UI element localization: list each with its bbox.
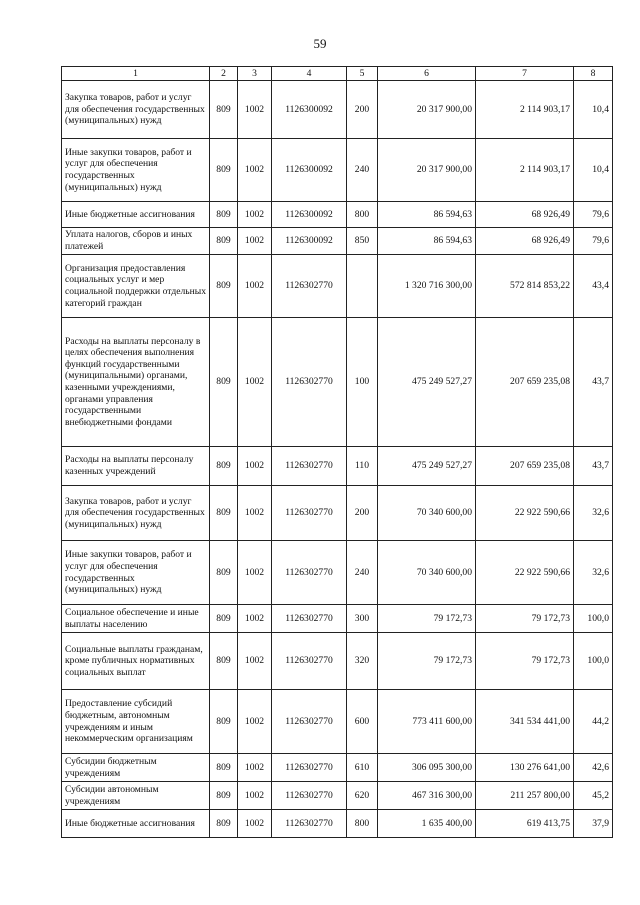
cell-amount-7: 79 172,73 [476,633,574,690]
cell-code-3: 1002 [238,782,272,810]
cell-percent-8: 43,7 [574,447,613,486]
cell-code-4: 1126302770 [272,605,347,633]
row-name: Расходы на выплаты персоналу в целях обеспечения выполнения функций государственными (муниципальными) органами, казенными учреждениями, органами управления государственными внебюджетными фондами [62,318,210,447]
cell-code-3: 1002 [238,810,272,838]
cell-amount-6: 475 249 527,27 [378,447,476,486]
cell-code-3: 1002 [238,754,272,782]
column-header: 3 [238,67,272,81]
cell-amount-6: 86 594,63 [378,202,476,228]
table-row [62,202,613,228]
row-name: Предоставление субсидий бюджетным, автономным учреждениям и иным некоммерческим организациям [62,690,210,754]
cell-code-3: 1002 [238,81,272,139]
cell-code-2: 809 [210,486,238,541]
cell-amount-6: 773 411 600,00 [378,690,476,754]
cell-code-4: 1126300092 [272,81,347,139]
column-header: 4 [272,67,347,81]
table-row [62,255,613,318]
cell-code-2: 809 [210,754,238,782]
cell-code-4: 1126300092 [272,202,347,228]
table-row [62,782,613,810]
cell-code-4: 1126302770 [272,782,347,810]
cell-amount-6: 1 320 716 300,00 [378,255,476,318]
cell-code-4: 1126302770 [272,754,347,782]
cell-percent-8: 79,6 [574,202,613,228]
cell-code-3: 1002 [238,690,272,754]
row-name: Субсидии бюджетным учреждениям [62,754,210,782]
cell-percent-8: 45,2 [574,782,613,810]
table-row [62,447,613,486]
cell-code-4: 1126302770 [272,318,347,447]
cell-code-2: 809 [210,605,238,633]
cell-code-5: 240 [347,139,378,202]
cell-code-3: 1002 [238,318,272,447]
cell-amount-6: 306 095 300,00 [378,754,476,782]
row-name: Социальное обеспечение и иные выплаты населению [62,605,210,633]
cell-amount-6: 20 317 900,00 [378,81,476,139]
cell-code-3: 1002 [238,255,272,318]
cell-code-5: 800 [347,810,378,838]
row-name: Социальные выплаты гражданам, кроме публичных нормативных социальных выплат [62,633,210,690]
table-row [62,486,613,541]
cell-amount-7: 2 114 903,17 [476,139,574,202]
cell-amount-7: 130 276 641,00 [476,754,574,782]
cell-code-2: 809 [210,228,238,255]
cell-code-5: 850 [347,228,378,255]
cell-amount-7: 79 172,73 [476,605,574,633]
cell-amount-6: 70 340 600,00 [378,541,476,605]
cell-amount-6: 79 172,73 [378,605,476,633]
cell-amount-6: 467 316 300,00 [378,782,476,810]
cell-percent-8: 10,4 [574,139,613,202]
table-row [62,318,613,447]
cell-amount-7: 207 659 235,08 [476,318,574,447]
cell-code-4: 1126302770 [272,541,347,605]
cell-code-4: 1126300092 [272,139,347,202]
cell-code-3: 1002 [238,605,272,633]
cell-code-3: 1002 [238,139,272,202]
cell-code-4: 1126302770 [272,690,347,754]
cell-code-5: 240 [347,541,378,605]
table-row [62,139,613,202]
table-row [62,81,613,139]
cell-code-5: 200 [347,81,378,139]
cell-code-5: 800 [347,202,378,228]
table-row [62,690,613,754]
cell-percent-8: 32,6 [574,486,613,541]
cell-amount-6: 475 249 527,27 [378,318,476,447]
cell-code-3: 1002 [238,447,272,486]
column-header: 1 [62,67,210,81]
table-row [62,228,613,255]
row-name: Иные бюджетные ассигнования [62,202,210,228]
cell-amount-7: 341 534 441,00 [476,690,574,754]
row-name: Организация предоставления социальных услуг и мер социальной поддержки отдельных категорий граждан [62,255,210,318]
cell-code-4: 1126302770 [272,447,347,486]
cell-code-2: 809 [210,81,238,139]
cell-amount-7: 22 922 590,66 [476,486,574,541]
cell-percent-8: 43,7 [574,318,613,447]
table-row [62,633,613,690]
page-number: 59 [313,36,327,51]
cell-percent-8: 42,6 [574,754,613,782]
cell-code-2: 809 [210,782,238,810]
cell-amount-6: 70 340 600,00 [378,486,476,541]
cell-code-3: 1002 [238,541,272,605]
cell-code-2: 809 [210,255,238,318]
table-header-row [62,67,613,81]
cell-percent-8: 43,4 [574,255,613,318]
cell-code-5: 300 [347,605,378,633]
row-name: Расходы на выплаты персоналу казенных учреждений [62,447,210,486]
cell-amount-6: 1 635 400,00 [378,810,476,838]
cell-code-4: 1126302770 [272,486,347,541]
cell-code-5: 320 [347,633,378,690]
cell-percent-8: 100,0 [574,605,613,633]
cell-amount-7: 572 814 853,22 [476,255,574,318]
cell-amount-7: 2 114 903,17 [476,81,574,139]
cell-code-4: 1126302770 [272,810,347,838]
row-name: Иные закупки товаров, работ и услуг для обеспечения государственных (муниципальных) нужд [62,541,210,605]
row-name: Закупка товаров, работ и услуг для обеспечения государственных (муниципальных) нужд [62,486,210,541]
cell-percent-8: 10,4 [574,81,613,139]
cell-amount-7: 68 926,49 [476,228,574,255]
cell-amount-7: 207 659 235,08 [476,447,574,486]
cell-code-3: 1002 [238,202,272,228]
cell-code-5: 620 [347,782,378,810]
cell-code-5 [347,255,378,318]
cell-code-3: 1002 [238,486,272,541]
row-name: Иные бюджетные ассигнования [62,810,210,838]
cell-amount-6: 86 594,63 [378,228,476,255]
table-row [62,541,613,605]
cell-amount-7: 211 257 800,00 [476,782,574,810]
cell-percent-8: 37,9 [574,810,613,838]
column-header: 2 [210,67,238,81]
cell-code-2: 809 [210,690,238,754]
cell-code-2: 809 [210,633,238,690]
cell-code-2: 809 [210,139,238,202]
budget-table [61,66,613,838]
cell-percent-8: 100,0 [574,633,613,690]
cell-amount-6: 79 172,73 [378,633,476,690]
cell-code-2: 809 [210,810,238,838]
row-name: Уплата налогов, сборов и иных платежей [62,228,210,255]
column-header: 8 [574,67,613,81]
column-header: 7 [476,67,574,81]
cell-percent-8: 32,6 [574,541,613,605]
cell-code-2: 809 [210,447,238,486]
cell-code-2: 809 [210,202,238,228]
cell-code-2: 809 [210,318,238,447]
cell-percent-8: 79,6 [574,228,613,255]
cell-code-5: 610 [347,754,378,782]
cell-amount-7: 68 926,49 [476,202,574,228]
cell-amount-7: 22 922 590,66 [476,541,574,605]
cell-amount-6: 20 317 900,00 [378,139,476,202]
cell-code-5: 200 [347,486,378,541]
cell-code-5: 600 [347,690,378,754]
cell-code-3: 1002 [238,633,272,690]
cell-code-5: 110 [347,447,378,486]
cell-code-2: 809 [210,541,238,605]
cell-code-4: 1126302770 [272,255,347,318]
table-row [62,810,613,838]
cell-percent-8: 44,2 [574,690,613,754]
cell-amount-7: 619 413,75 [476,810,574,838]
cell-code-5: 100 [347,318,378,447]
cell-code-4: 1126300092 [272,228,347,255]
table-row [62,754,613,782]
row-name: Субсидии автономным учреждениям [62,782,210,810]
row-name: Иные закупки товаров, работ и услуг для обеспечения государственных (муниципальных) нужд [62,139,210,202]
cell-code-3: 1002 [238,228,272,255]
column-header: 5 [347,67,378,81]
cell-code-4: 1126302770 [272,633,347,690]
column-header: 6 [378,67,476,81]
row-name: Закупка товаров, работ и услуг для обеспечения государственных (муниципальных) нужд [62,81,210,139]
table-row [62,605,613,633]
